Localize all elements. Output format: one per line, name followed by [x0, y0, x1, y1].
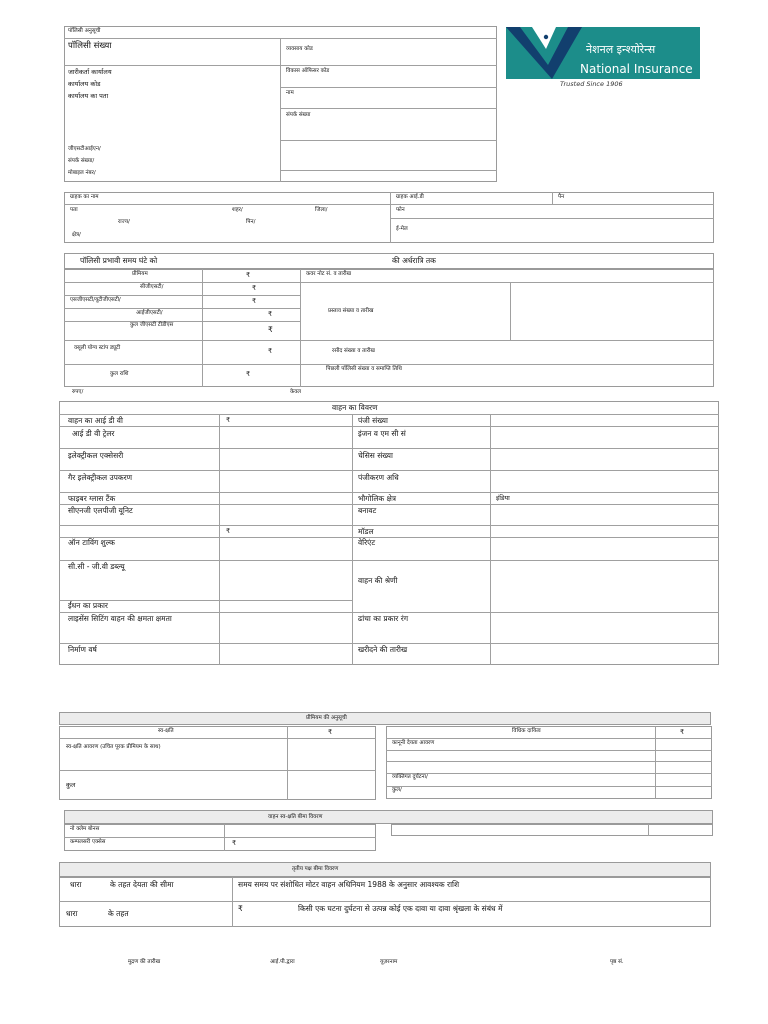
electrical-accessory-label: इलेक्ट्रीकल एक्सेसरी [68, 451, 124, 460]
liability-header: विधिक दायित्व [512, 728, 541, 734]
vehicle-idv-rupee: ₹ [226, 416, 231, 424]
page-no-label: पृष्ठ सं. [610, 959, 624, 965]
liability-total-label: कुल/ [392, 787, 402, 793]
tp-title: तृतीय पक्ष बीमा विवरण [292, 866, 339, 872]
make-label: बनावट [358, 506, 377, 515]
email-label: ई-मेल [396, 226, 408, 232]
chassis-no-label: चेसिस संख्या [358, 451, 393, 460]
prev-policy-label: पिछली पॉलिसी संख्या व समाप्ति तिथि [326, 366, 402, 372]
compulsory-excess-label: कम्पलसरी एक्सेस [70, 839, 106, 845]
liability-table [386, 726, 712, 799]
national-insurance-logo [506, 27, 700, 79]
own-damage-header: स्व-क्षति [158, 728, 174, 734]
vehicle-class-label: वाहन की श्रेणी [358, 576, 398, 585]
gstin-label: जीएसटीआईएन/ [68, 146, 101, 152]
igst-rupee: ₹ [268, 310, 273, 318]
total-gst-label: कुल जीएसटी टीडीएस [130, 322, 174, 328]
od-cover-label: स्व-क्षति आवरण (उचित पूरक प्रीमियम के साथ) [66, 744, 161, 750]
own-damage-rupee: ₹ [328, 728, 333, 736]
logo-tagline: Trusted Since 1906 [560, 80, 623, 88]
tp-rupee: ₹ [238, 904, 243, 913]
mobile-no-label: मोबाइल नंबर/ [68, 170, 96, 176]
customer-id-label: ग्राहक आई.डी [396, 194, 424, 200]
logo-name-hindi: नेशनल इन्श्योरेन्स [586, 43, 656, 56]
geographic-area-label: भौगोलिक क्षेत्र [358, 494, 397, 503]
model-label: मॉडल [358, 527, 374, 536]
to-midnight-label: की अर्धरात्रि तक [392, 256, 436, 265]
period-row [64, 253, 714, 269]
body-type-label: ढांचा का प्रकार रंग [358, 614, 409, 623]
only-label: केवल [290, 389, 302, 395]
address-label: पता [70, 207, 78, 213]
cover-note-label: कवर नोट सं. व तारीख [306, 271, 352, 277]
phone-label: फोन [396, 207, 405, 213]
tp-limit-label: के तहत देयता की सीमा [110, 880, 174, 889]
contact-number-label: संपर्क संख्या [286, 112, 311, 118]
vehicle-details-title: वाहन का विवरण [332, 403, 378, 412]
customer-name-label: ग्राहक का नाम [70, 194, 99, 200]
od-cover-header [64, 810, 713, 824]
print-date-label: मुद्रण की तारीख [128, 959, 161, 965]
area-label: क्षेत्र/ [72, 232, 81, 238]
geographic-area-value: इंडिया [496, 494, 510, 502]
registration-authority-label: पंजीकरण अधि [358, 473, 399, 482]
stamp-duty-label: वसूली योग्य स्टांप ड्यूटी [74, 345, 121, 351]
cc-gvw-label: सी.सी - जी.वी डब्ल्यू [68, 562, 125, 571]
engine-no-label: इंजन व एम सी सं [358, 429, 406, 438]
vehicle-details-block [59, 401, 719, 665]
sgst-label: एसजीएसटी/यूटीजीएसटी/ [70, 297, 121, 303]
premium-label: प्रीमियम [132, 271, 148, 277]
personal-accident-label: व्यक्तिगत दुर्घटना/ [392, 774, 428, 780]
district-label: जिला/ [315, 207, 328, 213]
cgst-rupee: ₹ [252, 284, 257, 292]
total-amount-rupee: ₹ [246, 370, 251, 378]
blank-row-rupee: ₹ [226, 527, 231, 535]
fuel-type-label: ईंधन का प्रकार [68, 601, 108, 610]
fiber-tank-label: फाइबर ग्लास टैंक [68, 494, 116, 503]
non-electrical-label: गैर इलेक्ट्रीकल उपकरण [68, 473, 133, 482]
cng-lpg-label: सीएनजी एलपीजी यूनिट [68, 506, 133, 515]
issuing-office-label: जारीकर्ता कार्यालय [68, 68, 112, 76]
liability-rupee: ₹ [680, 728, 685, 736]
premium-schedule-title: प्रीमियम की अनुसूची [306, 715, 347, 721]
legal-cover-label: कानूनी देयता आवरण [392, 740, 435, 746]
premium-schedule-header [59, 712, 711, 725]
igst-label: आईजीएसटी/ [136, 310, 163, 316]
effective-from-label: पॉलिसी प्रभावी समय घंटे को [80, 256, 158, 265]
vehicle-idv-label: वाहन का आई डी वी [68, 416, 123, 425]
city-label: शहर/ [232, 207, 243, 213]
ncb-label: नो क्लेम बोनस [70, 826, 100, 832]
office-address-label: कार्यालय का पता [68, 92, 109, 100]
od-cover-title: वाहन स्व-क्षति बीमा विवरण [268, 814, 323, 820]
od-total-label: कुल [66, 781, 76, 789]
total-amount-label: कुल राशि [110, 371, 129, 377]
policy-schedule-title: पॉलिसी अनुसूची [68, 28, 101, 34]
premium-rupee: ₹ [246, 271, 251, 279]
tp-under-label: के तहत [108, 909, 129, 918]
compulsory-excess-rupee: ₹ [232, 839, 237, 847]
od-cover-right-row [391, 824, 713, 836]
stamp-duty-rupee: ₹ [268, 347, 273, 355]
registration-no-label: पंजी संख्या [358, 416, 388, 425]
name-label: नाम [286, 90, 294, 96]
variant-label: वेरिएंट [358, 538, 376, 547]
contact-no-label: संपर्क संख्या/ [68, 158, 95, 164]
tp-header [59, 862, 711, 877]
logo-name-english: National Insurance [580, 62, 693, 76]
cgst-label: सीजीएसटी/ [140, 284, 164, 290]
tp-act-text: समय समय पर संशोधित मोटर वाहन अधिनियम 1988 के अनुसार आवश्यक राशि [238, 880, 460, 889]
tp-section2-label: धारा [66, 909, 78, 918]
seating-capacity-label: लाइसेंस सिटिंग वाहन की क्षमता क्षमता [68, 614, 172, 623]
business-code-label: व्यवसाय कोड [286, 46, 313, 52]
receipt-no-label: रसीद संख्या व तारीख [332, 348, 375, 354]
office-code-label: कार्यालय कोड [68, 80, 101, 88]
pan-label: पैन [558, 194, 565, 200]
towing-charge-label: ऑन टाविंग शुल्क [68, 538, 115, 547]
tp-section1-label: धारा [70, 880, 82, 889]
state-label: राज्य/ [118, 219, 130, 225]
tp-claim-text: किसी एक घटना दुर्घटना से उत्पन्न कोई एक दावा या दावा श्रृंखला के संबंध में [298, 904, 503, 913]
sgst-rupee: ₹ [252, 297, 257, 305]
total-gst-rupee: ₹ [268, 325, 273, 334]
purchase-date-label: खरीदने की तारीख [358, 645, 408, 654]
ip-label: आई.पी.द्वारा [270, 959, 295, 965]
policy-no-label: पॉलिसी संख्या [68, 41, 112, 51]
idv-trailer-label: आई डी वी ट्रेलर [72, 429, 115, 438]
proposal-no-label: प्रस्ताव संख्या व तारीख [328, 308, 374, 314]
pin-label: पिन/ [246, 219, 256, 225]
manufacture-year-label: निर्माण वर्ष [68, 645, 97, 654]
dev-officer-code-label: विकास ऑफिसर कोड [286, 68, 330, 74]
username-label: यूज़रनाम [380, 959, 398, 965]
rupees-label: रुपए/ [72, 389, 84, 395]
